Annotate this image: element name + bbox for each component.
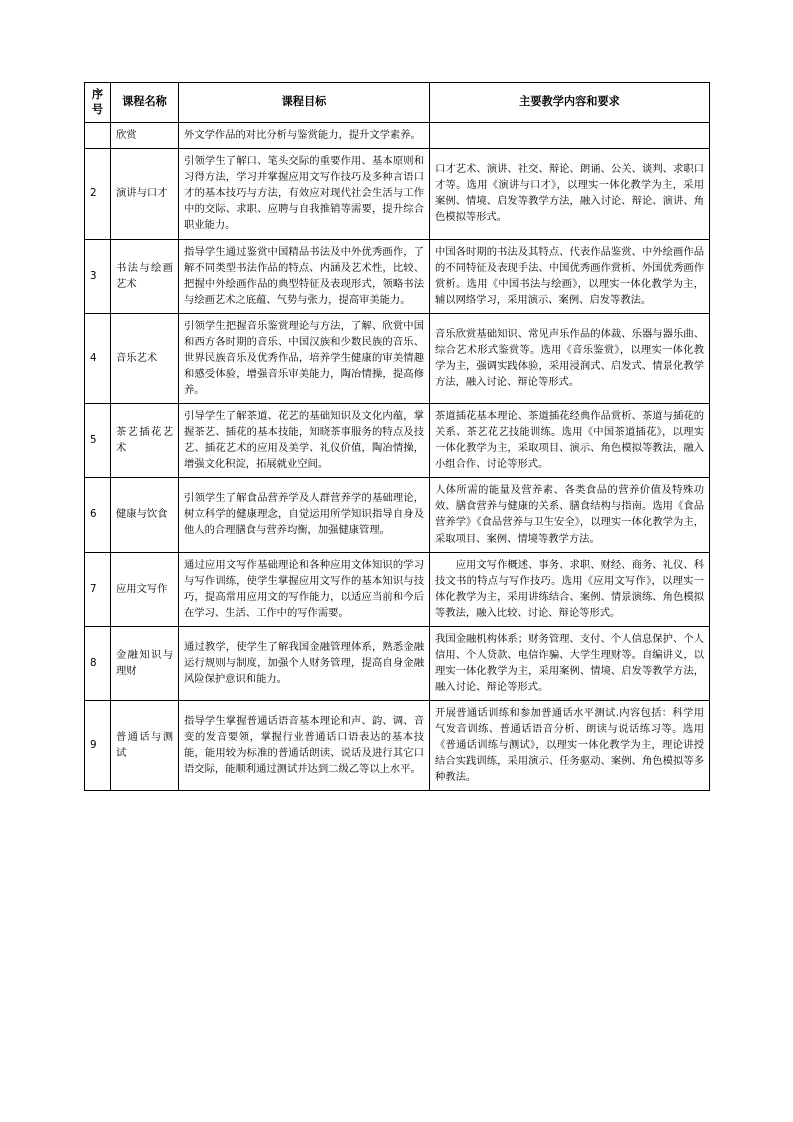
cell-course-goal: 指导学生掌握普通话语音基本理论和声、韵、调、音变的发音要领，掌握行业普通话口语表达的基本技能，能用较为标准的普通话朗读、说话及进行其它口语交际，能顺利通过测试并达到二级乙等以上水平。 — [179, 701, 430, 791]
cell-course-content: 音乐欣赏基础知识、常见声乐作品的体裁、乐器与器乐曲、综合艺术形式鉴赏等。选用《音乐鉴赏》，以理实一体化教学为主，强调实践体验，采用浸润式、启发式、情景化教学方法，融入讨论、辩论等形式。 — [430, 313, 710, 403]
cell-course-name: 茶艺插花艺术 — [111, 404, 179, 478]
column-header-no: 序号 — [85, 83, 111, 123]
cell-course-goal: 引领学生了解口、笔头交际的重要作用、基本原则和习得方法，学习并掌握应用文写作技巧及多种言语口才的基本技巧与方法，有效应对现代社会生活与工作中的交际、求职、应聘与自我推销等需要，提升综合职业能力。 — [179, 149, 430, 239]
cell-course-name: 金融知识与理财 — [111, 626, 179, 700]
table-header-row — [85, 83, 710, 123]
cell-course-content — [430, 123, 710, 149]
cell-course-content: 人体所需的能量及营养素、各类食品的营养价值及特殊功效、膳食营养与健康的关系、膳食结构与指南。选用《食品营养学》《食品营养与卫生安全》，以理实一体化教学为主，采取项目、案例、情境等教学方法。 — [430, 478, 710, 552]
table-row — [85, 552, 710, 626]
column-header-name: 课程名称 — [111, 83, 179, 123]
cell-course-content: 应用文写作概述、事务、求职、财经、商务、礼仪、科技文书的特点与写作技巧。选用《应用文写作》，以理实一体化教学为主，采用讲练结合、案例、情景演练、角色模拟等教法，融入比较、讨论、辩论等形式。 — [430, 552, 710, 626]
table-row — [85, 149, 710, 239]
course-table — [84, 82, 710, 791]
cell-course-goal: 引领学生把握音乐鉴赏理论与方法，了解、欣赏中国和西方各时期的音乐、中国汉族和少数民族的音乐、世界民族音乐及优秀作品，培养学生健康的审美情趣和感受体验，增强音乐审美能力，陶冶情操，提高修养。 — [179, 313, 430, 403]
cell-no: 7 — [85, 552, 111, 626]
cell-course-name: 应用文写作 — [111, 552, 179, 626]
table-row — [85, 404, 710, 478]
cell-course-content: 茶道插花基本理论、茶道插花经典作品赏析、茶道与插花的关系、茶艺花艺技能训练。选用《中国茶道插花》，以理实一体化教学为主，采取项目、演示、角色模拟等教法，融入小组合作、讨论等形式。 — [430, 404, 710, 478]
table-row — [85, 626, 710, 700]
cell-no: 9 — [85, 701, 111, 791]
cell-course-content: 口才艺术、演讲、社交、辩论、朗诵、公关、谈判、求职口才等。选用《演讲与口才》，以理实一体化教学为主，采用案例、情境、启发等教学方法，融入讨论、辩论、演讲、角色模拟等形式。 — [430, 149, 710, 239]
table-row — [85, 701, 710, 791]
cell-course-goal: 通过教学，使学生了解我国金融管理体系，熟悉金融运行规则与制度，加强个人财务管理，提高自身金融风险保护意识和能力。 — [179, 626, 430, 700]
cell-course-content: 我国金融机构体系；财务管理、支付、个人信息保护、个人信用、个人贷款、电信诈骗、大学生理财等。自编讲义，以理实一体化教学为主，采用案例、情境、启发等教学方法，融入讨论、辩论等形式。 — [430, 626, 710, 700]
cell-no — [85, 123, 111, 149]
table-row — [85, 123, 710, 149]
cell-course-name: 欣赏 — [111, 123, 179, 149]
column-header-content: 主要教学内容和要求 — [430, 83, 710, 123]
cell-course-goal: 指导学生通过鉴赏中国精品书法及中外优秀画作，了解不同类型书法作品的特点、内涵及艺术性，比较、把握中外绘画作品的典型特征及表现形式，领略书法与绘画艺术之底蕴、气势与张力，提高审美能力。 — [179, 239, 430, 313]
cell-course-content: 中国各时期的书法及其特点、代表作品鉴赏、中外绘画作品的不同特征及表现手法、中国优秀画作赏析、外国优秀画作赏析。选用《中国书法与绘画》，以理实一体化教学为主，辅以网络学习，采用演示、案例、启发等教法。 — [430, 239, 710, 313]
cell-no: 5 — [85, 404, 111, 478]
cell-no: 6 — [85, 478, 111, 552]
cell-course-goal: 外文学作品的对比分析与鉴赏能力，提升文学素养。 — [179, 123, 430, 149]
cell-course-goal: 引导学生了解茶道、花艺的基础知识及文化内蕴，掌握茶艺、插花的基本技能，知晓茶事服务的特点及技艺、插花艺术的应用及美学、礼仪价值，陶冶情操，增强文化积淀，拓展就业空间。 — [179, 404, 430, 478]
table-row — [85, 239, 710, 313]
cell-no: 4 — [85, 313, 111, 403]
cell-course-content: 开展普通话训练和参加普通话水平测试.内容包括：科学用气发音训练、普通话语音分析、朗读与说话练习等。选用《普通话训练与测试》，以理实一体化教学为主，理论讲授结合实践训练，采用演示、任务驱动、案例、角色模拟等多种教法。 — [430, 701, 710, 791]
cell-course-name: 音乐艺术 — [111, 313, 179, 403]
column-header-goal: 课程目标 — [179, 83, 430, 123]
table-row — [85, 478, 710, 552]
cell-course-goal: 通过应用文写作基础理论和各种应用文体知识的学习与写作训练，使学生掌握应用文写作的基本知识与技巧，提高常用应用文的写作能力，以适应当前和今后在学习、生活、工作中的写作需要。 — [179, 552, 430, 626]
table-body — [85, 123, 710, 791]
cell-course-name: 健康与饮食 — [111, 478, 179, 552]
table-head — [85, 83, 710, 123]
cell-no: 8 — [85, 626, 111, 700]
cell-course-goal: 引领学生了解食品营养学及人群营养学的基础理论，树立科学的健康理念，自觉运用所学知识指导自身及他人的合理膳食与营养均衡，加强健康管理。 — [179, 478, 430, 552]
cell-course-name: 普通话与测试 — [111, 701, 179, 791]
table-row — [85, 313, 710, 403]
cell-course-name: 演讲与口才 — [111, 149, 179, 239]
cell-no: 3 — [85, 239, 111, 313]
cell-course-name: 书法与绘画艺术 — [111, 239, 179, 313]
cell-no: 2 — [85, 149, 111, 239]
